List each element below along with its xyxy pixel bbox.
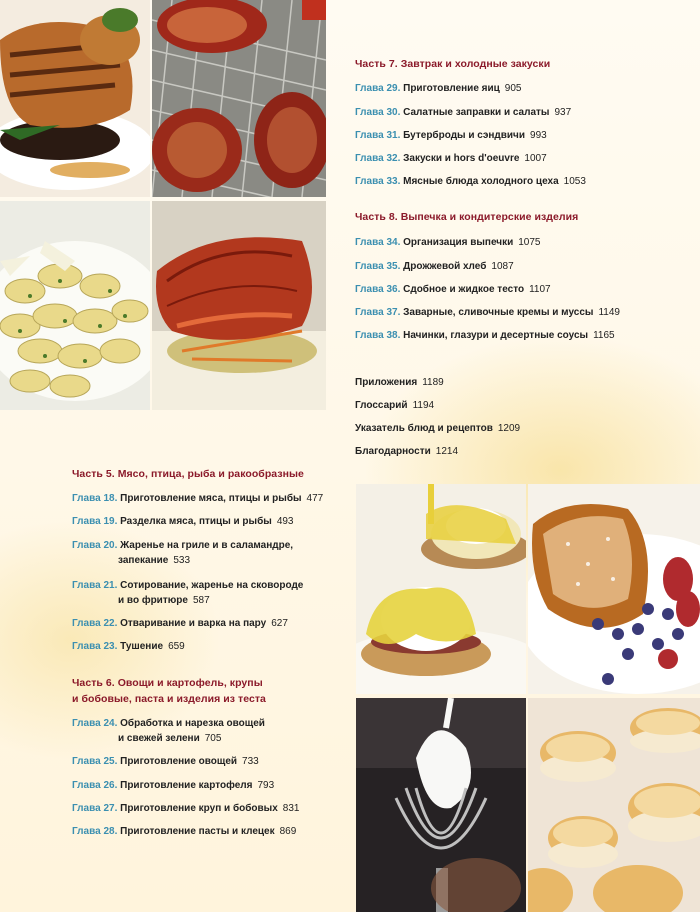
chapter-title: Салатные заправки и салаты: [403, 107, 550, 118]
toc-entry-ch27[interactable]: [72, 801, 299, 816]
toc-entry-ch25[interactable]: [72, 754, 259, 769]
page-number: 1149: [598, 307, 620, 318]
page-number: 627: [271, 618, 288, 629]
toc-entry-ch18[interactable]: [72, 491, 323, 506]
chapter-label: Глава 21.: [72, 580, 118, 591]
page-number: 659: [168, 641, 185, 652]
chapter-title: Приготовление круп и бобовых: [120, 803, 278, 814]
page-number: 1194: [412, 400, 435, 411]
chapter-title: Сдобное и жидкое тесто: [403, 284, 525, 295]
toc-entry-ch26[interactable]: [72, 778, 274, 793]
chapter-title: Отваривание и варка на пару: [120, 618, 267, 629]
chapter-title: Тушение: [120, 641, 164, 652]
photo-gnocchi: [0, 201, 150, 410]
chapter-label: Глава 34.: [355, 237, 401, 248]
toc-entry-ch24-cont: [118, 731, 221, 746]
part-6-heading-line2: и бобовые, паста и изделия из теста: [72, 693, 266, 705]
toc-entry-ch28[interactable]: [72, 824, 296, 839]
part-7-heading: Часть 7. Завтрак и холодные закуски: [355, 58, 551, 70]
page-number: 937: [554, 107, 572, 118]
page-number: 533: [173, 555, 191, 566]
chapter-title-cont: и свежей зелени: [118, 733, 200, 744]
page-number: 869: [279, 826, 297, 837]
chapter-title: Приготовление пасты и клецек: [120, 826, 275, 837]
chapter-label: Глава 37.: [355, 307, 401, 318]
toc-entry-ch29[interactable]: [355, 81, 521, 96]
toc-entry-ch20-cont: [118, 553, 190, 568]
chapter-label: Глава 33.: [355, 176, 401, 187]
photo-french-toast: [528, 484, 700, 694]
chapter-title: Заварные, сливочные кремы и муссы: [403, 307, 594, 318]
chapter-title-cont: запекание: [118, 555, 169, 566]
toc-entry-ch21-cont: [118, 593, 210, 608]
chapter-label: Глава 25.: [72, 756, 118, 767]
toc-entry-ch20[interactable]: [72, 538, 293, 553]
chapter-title: Начинки, глазури и десертные соусы: [403, 330, 589, 341]
toc-entry-ch21[interactable]: [72, 578, 303, 593]
chapter-label: Глава 38.: [355, 330, 401, 341]
chapter-title: Дрожжевой хлеб: [403, 261, 487, 272]
page-number: 733: [242, 756, 259, 767]
chapter-label: Глава 27.: [72, 803, 118, 814]
photo-roasted-tomatoes: [152, 0, 326, 197]
part-8-heading: Часть 8. Выпечка и кондитерские изделия: [355, 211, 579, 223]
chapter-label: Глава 35.: [355, 261, 401, 272]
toc-entry-ch35[interactable]: [355, 259, 514, 274]
chapter-title: Приготовление мяса, птицы и рыбы: [120, 493, 302, 504]
chapter-title: Мясные блюда холодного цеха: [403, 176, 559, 187]
chapter-title: Жаренье на гриле и в саламандре,: [120, 540, 294, 551]
page-number: 1053: [563, 176, 586, 187]
chapter-title: Приготовление яиц: [403, 83, 500, 94]
toc-entry-acknowledgements[interactable]: [355, 444, 458, 459]
photo-biscuits: [528, 698, 700, 912]
toc-entry-ch22[interactable]: [72, 616, 288, 631]
toc-entry-ch32[interactable]: [355, 151, 547, 166]
page-number: 477: [306, 493, 324, 504]
page-number: 1075: [518, 237, 541, 248]
photo-whisk-meringue: [356, 698, 526, 912]
chapter-title: Приготовление овощей: [120, 756, 238, 767]
page-number: 793: [257, 780, 275, 791]
toc-entry-glossary[interactable]: [355, 398, 434, 413]
chapter-label: Глава 36.: [355, 284, 401, 295]
entry-title: Глоссарий: [355, 400, 408, 411]
page-number: 1214: [435, 446, 459, 457]
toc-entry-ch23[interactable]: [72, 639, 185, 654]
chapter-title: Обработка и нарезка овощей: [120, 718, 265, 729]
toc-entry-ch37[interactable]: [355, 305, 620, 320]
chapter-title: Бутерброды и сэндвичи: [403, 130, 526, 141]
chapter-label: Глава 20.: [72, 540, 118, 551]
page-number: 1165: [593, 330, 615, 341]
photo-grilled-meat: [0, 0, 150, 197]
part-6-heading: [72, 676, 266, 707]
chapter-label: Глава 28.: [72, 826, 118, 837]
part-5-heading: Часть 5. Мясо, птица, рыба и ракообразные: [72, 468, 304, 480]
chapter-label: Глава 22.: [72, 618, 118, 629]
page-number: 587: [192, 595, 210, 606]
chapter-label: Глава 24.: [72, 718, 118, 729]
page-number: 1209: [497, 423, 521, 434]
chapter-title: Закуски и hors d'oeuvre: [403, 153, 520, 164]
chapter-label: Глава 18.: [72, 493, 118, 504]
photo-eggs-benedict: [356, 484, 526, 694]
entry-title: Указатель блюд и рецептов: [355, 423, 493, 434]
chapter-label: Глава 26.: [72, 780, 118, 791]
toc-entry-ch34[interactable]: [355, 235, 540, 250]
chapter-title: Сотирование, жаренье на сковороде: [120, 580, 304, 591]
chapter-label: Глава 32.: [355, 153, 401, 164]
chapter-label: Глава 31.: [355, 130, 401, 141]
page-number: 831: [282, 803, 300, 814]
chapter-title-cont: и во фритюре: [118, 595, 188, 606]
toc-entry-ch33[interactable]: [355, 174, 586, 189]
toc-entry-ch24[interactable]: [72, 716, 265, 731]
chapter-label: Глава 29.: [355, 83, 401, 94]
page-number: 1107: [529, 284, 551, 295]
photo-salmon: [152, 201, 326, 410]
toc-entry-ch36[interactable]: [355, 282, 551, 297]
chapter-title: Организация выпечки: [403, 237, 514, 248]
page-number: 993: [530, 130, 547, 141]
chapter-title: Разделка мяса, птицы и рыбы: [120, 516, 272, 527]
toc-entry-ch30[interactable]: [355, 105, 571, 120]
toc-entry-recipe-index[interactable]: [355, 421, 520, 436]
page-number: 705: [204, 733, 222, 744]
page-number: 905: [504, 83, 522, 94]
toc-entry-ch38[interactable]: [355, 328, 615, 343]
part-6-heading-line1: Часть 6. Овощи и картофель, крупы: [72, 677, 263, 689]
page-number: 1007: [524, 153, 547, 164]
page-number: 1189: [422, 377, 444, 388]
page-number: 493: [276, 516, 294, 527]
chapter-label: Глава 23.: [72, 641, 118, 652]
toc-entry-ch31[interactable]: [355, 128, 547, 143]
toc-entry-appendix[interactable]: [355, 375, 444, 390]
chapter-label: Глава 19.: [72, 516, 118, 527]
page-number: 1087: [491, 261, 514, 272]
entry-title: Благодарности: [355, 446, 431, 457]
chapter-title: Приготовление картофеля: [120, 780, 253, 791]
toc-entry-ch19[interactable]: [72, 514, 294, 529]
chapter-label: Глава 30.: [355, 107, 401, 118]
entry-title: Приложения: [355, 377, 418, 388]
